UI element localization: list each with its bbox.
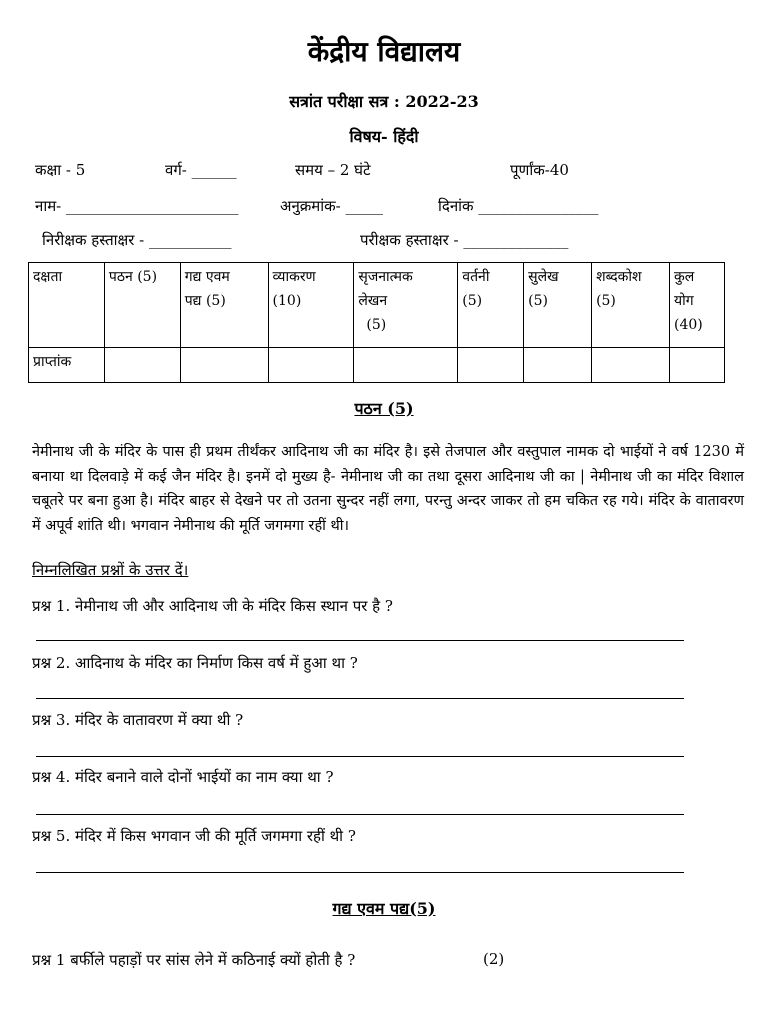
header-cell: गद्य एवम पद्य (5) xyxy=(180,263,268,348)
name-field: नाम- _______________________ xyxy=(35,197,239,215)
section-prose-poetry-heading: गद्य एवम पद्य(5) xyxy=(332,899,436,918)
score-label-cell: प्राप्तांक xyxy=(29,348,105,383)
max-marks-field: पूर्णांक-40 xyxy=(510,161,569,179)
score-cell xyxy=(104,348,180,383)
marks-table-header-row xyxy=(29,263,725,348)
score-cell xyxy=(458,348,524,383)
question-2: प्रश्न 2. आदिनाथ के मंदिर का निर्माण किस वर्ष में हुआ था ? xyxy=(32,654,358,672)
header-cell: व्याकरण (10) xyxy=(268,263,354,348)
score-cell xyxy=(669,348,724,383)
time-field: समय – 2 घंटे xyxy=(295,161,371,179)
exam-subject: विषय- हिंदी xyxy=(349,127,419,146)
question-4: प्रश्न 4. मंदिर बनाने वाले दोनों भाईयों का नाम क्या था ? xyxy=(32,768,334,786)
header-cell: दक्षता xyxy=(29,263,105,348)
marks-table-score-row xyxy=(29,348,725,383)
prose-question-1: प्रश्न 1 बर्फीले पहाड़ों पर सांस लेने में कठिनाई क्यों होती है ? xyxy=(32,951,356,969)
reading-passage: नेमीनाथ जी के मंदिर के पास ही प्रथम तीर्थंकर आदिनाथ जी का मंदिर है। इसे तेजपाल और वस्तुपाल नामक दो भाईयों ने वर्ष 1230 में बनाया था दिलवाड़े में कई जैन मंदिर है। इनमें दो मुख्य है- नेमीनाथ जी का तथा दूसरा आदिनाथ जी का | नेमीनाथ जी का मंदिर विशाल चबूतरे पर बना हुआ है। मंदिर बाहर से देखने पर तो उतना सुन्दर नहीं लगा, परन्तु अन्दर जाकर तो हम चकित रह गये। मंदिर के वातावरण में अपूर्व शांति थी। भगवान नेमीनाथ की मूर्ति जगमगा रहीं थी। xyxy=(32,444,744,534)
score-cell xyxy=(268,348,354,383)
question-5: प्रश्न 5. मंदिर में किस भगवान जी की मूर्ति जगमगा रहीं थी ? xyxy=(32,827,356,845)
instruction-text: निम्नलिखित प्रश्नों के उत्तर दें। xyxy=(32,561,189,579)
header-cell: वर्तनी (5) xyxy=(458,263,524,348)
score-cell xyxy=(524,348,592,383)
prose-question-marks: (2) xyxy=(483,950,505,968)
answer-line xyxy=(36,872,684,873)
marks-table xyxy=(28,262,725,383)
header-cell: सृजनात्मक लेखन (5) xyxy=(354,263,458,348)
answer-line xyxy=(36,814,684,815)
question-1: प्रश्न 1. नेमीनाथ जी और आदिनाथ जी के मंदिर किस स्थान पर है ? xyxy=(32,597,393,615)
header-cell: सुलेख (5) xyxy=(524,263,592,348)
roll-number-field: अनुक्रमांक- _____ xyxy=(280,197,384,215)
score-cell xyxy=(592,348,670,383)
section-reading-heading: पठन (5) xyxy=(354,399,414,418)
header-cell: कुल योग (40) xyxy=(669,263,724,348)
score-cell xyxy=(354,348,458,383)
question-3: प्रश्न 3. मंदिर के वातावरण में क्या थी ? xyxy=(32,711,244,729)
answer-line xyxy=(36,640,684,641)
answer-line xyxy=(36,698,684,699)
examiner-signature-field: परीक्षक हस्ताक्षर - ______________ xyxy=(360,231,569,249)
date-field: दिनांक ________________ xyxy=(438,197,599,215)
score-cell xyxy=(180,348,268,383)
invigilator-signature-field: निरीक्षक हस्ताक्षर - ___________ xyxy=(42,231,232,249)
section-field: वर्ग- ______ xyxy=(165,161,237,179)
class-field: कक्षा - 5 xyxy=(35,161,86,179)
header-cell: शब्दकोश (5) xyxy=(592,263,670,348)
exam-session: सत्रांत परीक्षा सत्र : 2022-23 xyxy=(289,92,479,111)
school-title: केंद्रीय विद्यालय xyxy=(307,35,461,68)
answer-line xyxy=(36,756,684,757)
header-cell: पठन (5) xyxy=(104,263,180,348)
